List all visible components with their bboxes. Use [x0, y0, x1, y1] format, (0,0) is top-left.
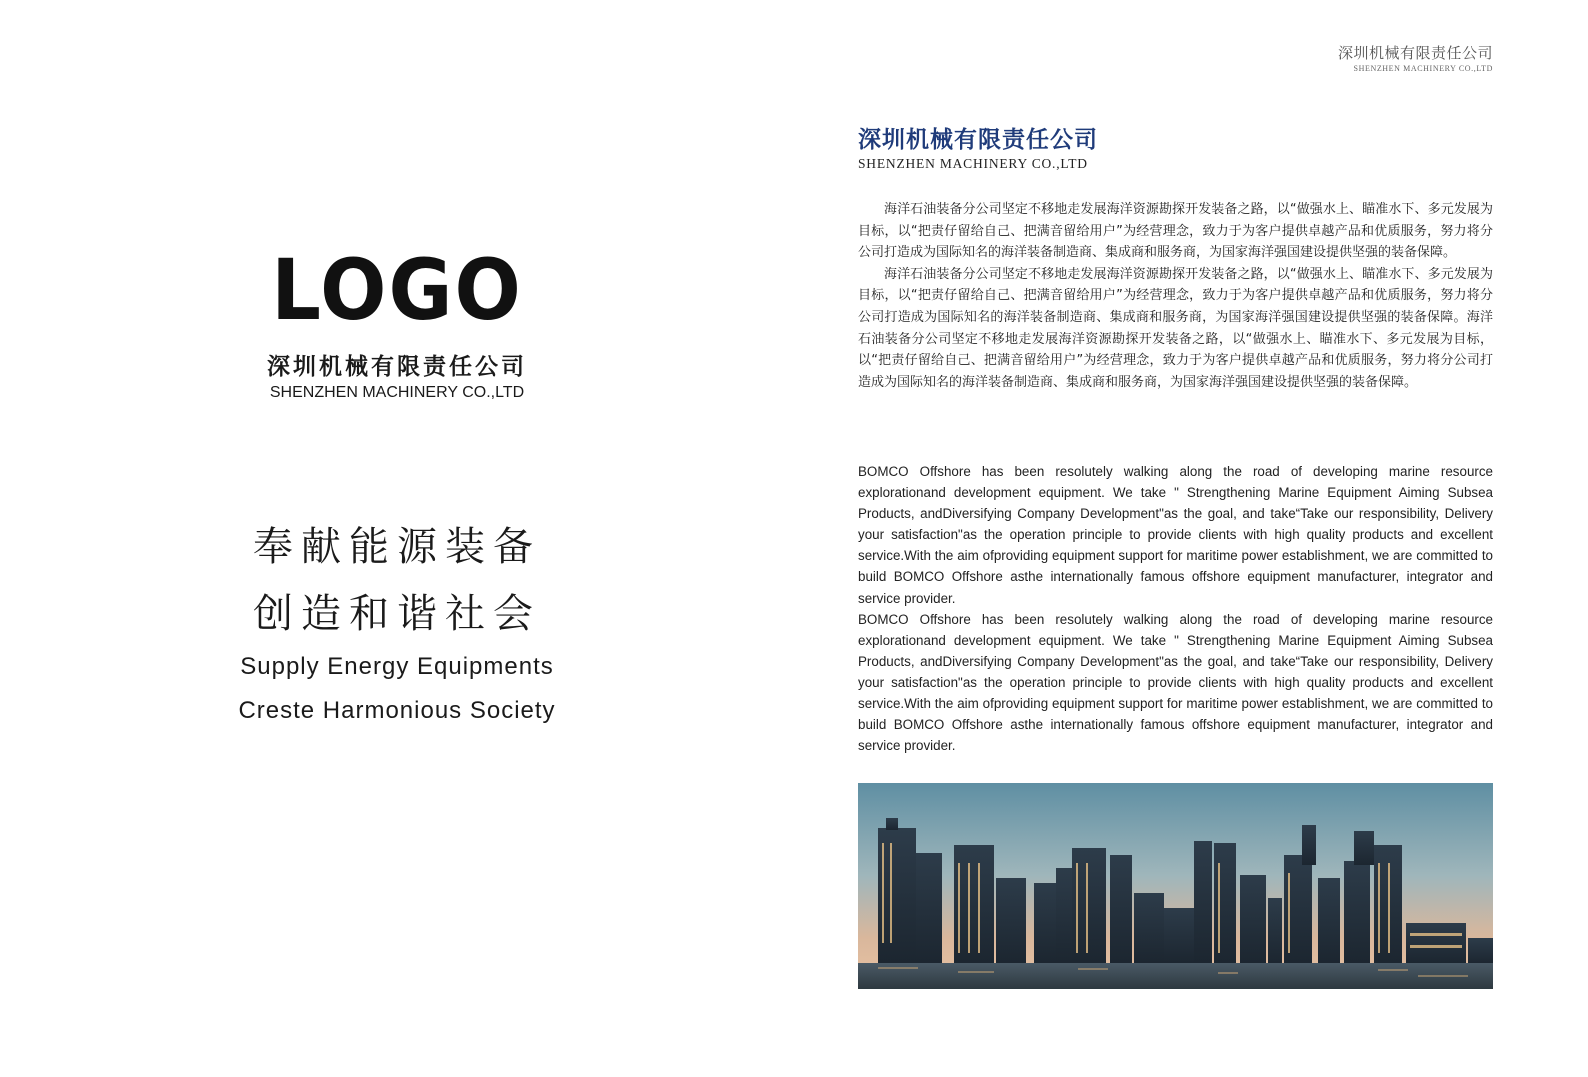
english-paragraph-2: BOMCO Offshore has been resolutely walking along the road of developing marine resource explorationand development equipment. We take " Strengthening Marine Equipment Aiming Subsea Products, andDiversifying Company Development"as the goal, and take“Take our responsibility, Delivery your satisfaction"as the operation principle to provide clients with high quality products and excellent service.With the aim ofproviding equipment support for maritime power establishment, we are committed to build BOMCO Offshore asthe internationally famous offshore equipment manufacturer, integrator and service provider. — [858, 611, 1493, 754]
header-brand-cn: 深圳机械有限责任公司 — [1337, 44, 1493, 62]
city-skyline-photo — [858, 783, 1493, 989]
city-skyline-image — [858, 783, 1493, 989]
slogan-en-line-1: Supply Energy Equipments — [240, 653, 554, 680]
slogan-en-line-2: Creste Harmonious Society — [238, 697, 556, 724]
company-name-cn: 深圳机械有限责任公司 — [267, 354, 527, 380]
english-body — [858, 461, 1493, 756]
header-brand — [1338, 42, 1493, 73]
chinese-paragraph-1: 海洋石油装备分公司坚定不移地走发展海洋资源勘探开发装备之路，以“做强水上、瞄准水下、多元发展为目标，以“把责仔留给自己、把满音留给用户”为经营理念，致力于为客户提供卓越产品和优质服务，努力将分公司打造成为国际知名的海洋装备制造商、集成商和服务商，为国家海洋强国建设提供坚强的装备保障。 — [858, 202, 1493, 261]
section-title-cn: 深圳机械有限责任公司 — [858, 127, 1098, 153]
company-name-en: SHENZHEN MACHINERY CO.,LTD — [269, 384, 525, 401]
header-brand-en: SHENZHEN MACHINERY CO.,LTD — [1353, 64, 1493, 73]
english-paragraph-1: BOMCO Offshore has been resolutely walking along the road of developing marine resource explorationand development equipment. We take " Strengthening Marine Equipment Aiming Subsea Products, andDiversifying Company Development"as the goal, and take“Take our responsibility, Delivery your satisfaction"as the operation principle to provide clients with high quality products and excellent service.With the aim ofproviding equipment support for maritime power establishment, we are committed to build BOMCO Offshore asthe internationally famous offshore equipment manufacturer, integrator and service provider. — [858, 464, 1493, 606]
logo: LOGO — [271, 242, 523, 340]
slogan-cn-line-2: 创造和谐社会 — [253, 591, 541, 637]
chinese-paragraph-2: 海洋石油装备分公司坚定不移地走发展海洋资源勘探开发装备之路，以“做强水上、瞄准水下、多元发展为目标，以“把责仔留给自己、把满音留给用户”为经营理念，致力于为客户提供卓越产品和优质服务，努力将分公司打造成为国际知名的海洋装备制造商、集成商和服务商，为国家海洋强国建设提供坚强的装备保障。海洋石油装备分公司坚定不移地走发展海洋资源勘探开发装备之路，以“做强水上、瞄准水下、多元发展为目标，以“把责仔留给自己、把满音留给用户”为经营理念，致力于为客户提供卓越产品和优质服务，努力将分公司打造成为国际知名的海洋装备制造商、集成商和服务商，为国家海洋强国建设提供坚强的装备保障。 — [858, 266, 1493, 390]
chinese-body — [858, 199, 1493, 393]
section-title-en: SHENZHEN MACHINERY CO.,LTD — [858, 156, 1088, 171]
right-page — [794, 0, 1588, 1077]
slogan-cn-line-1: 奉献能源装备 — [253, 524, 541, 570]
